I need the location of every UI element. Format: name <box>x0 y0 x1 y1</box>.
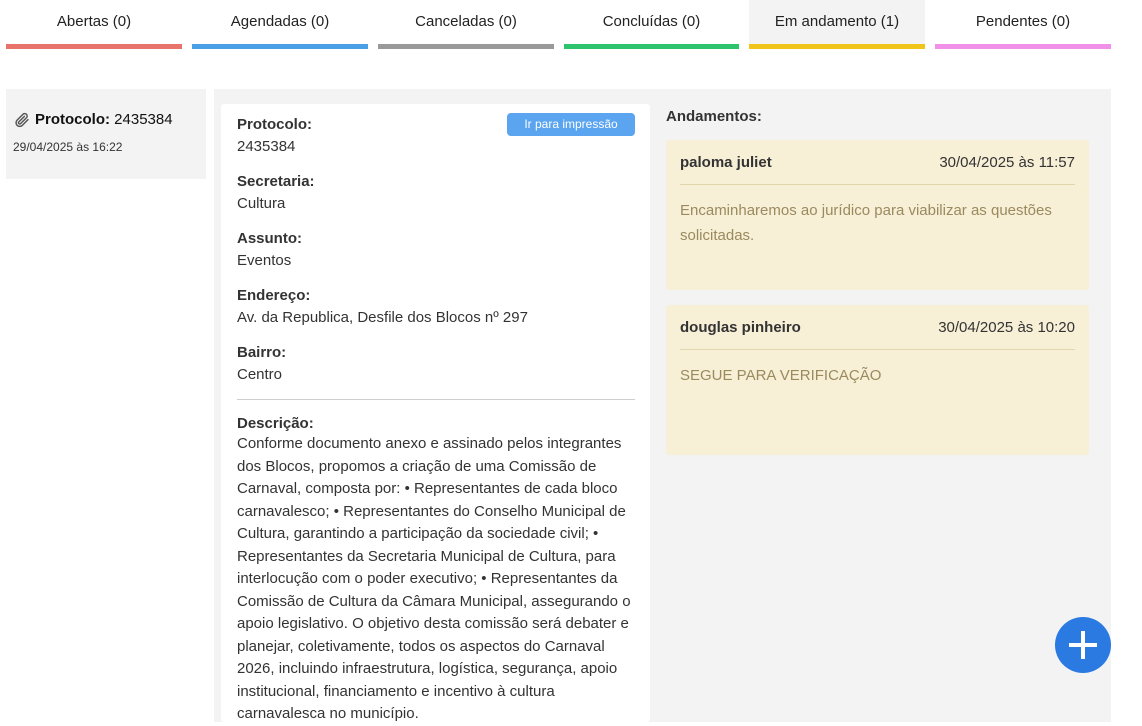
andamento-card <box>666 140 1089 290</box>
andamento-date: 30/04/2025 às 11:57 <box>939 154 1075 171</box>
tab-underline <box>564 44 739 49</box>
description-text: Conforme documento anexo e assinado pelos integrantes dos Blocos, propomos a criação de uma Comissão de Carnaval, composta por: • Representantes de cada bloco carnavalesco; • Representantes do Conselho Municipal de Cultura, garantindo a participação da sociedade civil; • Representantes da Secretaria Municipal de Cultura, para interlocução com o poder executivo; • Representantes da Comissão de Cultura da Câmara Municipal, assegurando o apoio legislativo. O objetivo desta comissão será debater e planejar, coletivamente, todos os aspectos do Carnaval 2026, incluindo infraestrutura, logística, segurança, apoio institucional, financiamento e incentivo à cultura carnavalesca no município. <box>237 435 631 722</box>
tab-label: Pendentes (0) <box>975 13 1071 30</box>
add-andamento-button[interactable] <box>1055 617 1111 673</box>
tab-concluidas[interactable] <box>564 0 739 49</box>
tab-canceladas[interactable] <box>378 0 554 49</box>
field-value: 2435384 <box>237 138 296 155</box>
protocol-detail-card <box>221 104 650 722</box>
field-value: Av. da Republica, Desfile dos Blocos nº 297 <box>237 309 528 326</box>
field-value: Centro <box>237 366 283 383</box>
field-bairro <box>237 344 286 383</box>
field-protocolo <box>237 116 312 155</box>
andamento-card <box>666 305 1089 455</box>
tab-label: Em andamento (1) <box>774 13 900 30</box>
field-endereco <box>237 287 528 326</box>
protocol-list <box>6 89 206 179</box>
tab-pendentes[interactable] <box>935 0 1111 49</box>
andamento-date: 30/04/2025 às 10:20 <box>938 319 1075 336</box>
field-label: Protocolo: <box>237 116 312 133</box>
list-protocol-label: Protocolo: <box>35 111 110 128</box>
andamentos-title: Andamentos: <box>666 108 762 125</box>
divider <box>237 399 635 400</box>
andamento-author: douglas pinheiro <box>680 319 801 336</box>
tab-abertas[interactable] <box>6 0 182 49</box>
tab-underline <box>378 44 554 49</box>
field-value: Cultura <box>237 195 286 212</box>
plus-icon <box>1081 631 1085 659</box>
list-protocol <box>35 111 173 128</box>
field-label: Descrição: <box>237 415 314 432</box>
list-date: 29/04/2025 às 16:22 <box>13 140 123 154</box>
paperclip-icon <box>14 112 30 128</box>
field-label: Assunto: <box>237 230 302 247</box>
tab-em-andamento[interactable] <box>749 0 925 49</box>
tab-underline <box>749 44 925 49</box>
protocol-list-item[interactable] <box>6 89 206 179</box>
list-protocol-value: 2435384 <box>114 111 173 128</box>
andamento-author: paloma juliet <box>680 154 772 171</box>
tab-underline <box>935 44 1111 49</box>
tab-label: Concluídas (0) <box>602 13 701 30</box>
field-value: Eventos <box>237 252 292 269</box>
andamento-text: Encaminharemos ao jurídico para viabilizar as questões solicitadas. <box>680 202 1052 244</box>
print-button[interactable]: Ir para impressão <box>507 113 635 136</box>
divider <box>680 184 1075 185</box>
field-label: Endereço: <box>237 287 311 304</box>
field-descricao <box>237 415 637 726</box>
status-tabs <box>6 0 1111 49</box>
divider <box>680 349 1075 350</box>
field-assunto <box>237 230 302 269</box>
tab-label: Canceladas (0) <box>415 13 517 30</box>
tab-agendadas[interactable] <box>192 0 368 49</box>
tab-label: Abertas (0) <box>56 13 132 30</box>
andamento-text: SEGUE PARA VERIFICAÇÃO <box>680 367 882 384</box>
field-label: Bairro: <box>237 344 287 361</box>
tab-underline <box>6 44 182 49</box>
field-label: Secretaria: <box>237 173 315 190</box>
tab-underline <box>192 44 368 49</box>
field-secretaria <box>237 173 315 212</box>
tab-label: Agendadas (0) <box>230 13 330 30</box>
